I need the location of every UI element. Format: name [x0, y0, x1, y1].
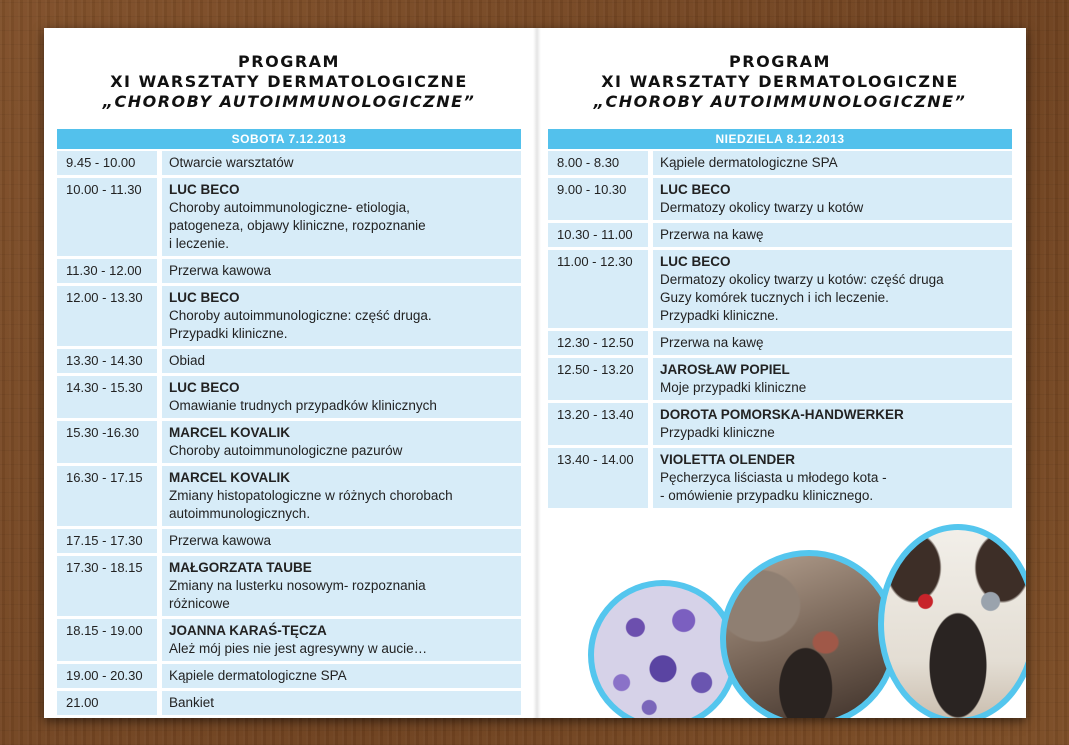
row-content — [653, 403, 1012, 445]
speaker-name: JAROSŁAW POPIEL — [660, 362, 790, 377]
row-content — [162, 619, 521, 661]
row-content — [653, 358, 1012, 400]
schedule-row — [548, 223, 1012, 247]
row-content — [162, 466, 521, 526]
dog-nose-lesion-photo — [878, 524, 1026, 718]
schedule-row — [548, 448, 1012, 508]
right-page — [548, 52, 1012, 508]
speaker-name: MAŁGORZATA TAUBE — [169, 560, 312, 575]
heading-line-1: PROGRAM — [238, 52, 340, 71]
day-header-saturday: SOBOTA 7.12.2013 — [57, 129, 521, 149]
row-time: 11.00 - 12.30 — [548, 250, 648, 328]
session-description: Choroby autoimmunologiczne: część druga. Przypadki kliniczne. — [169, 308, 432, 341]
schedule-row — [57, 619, 521, 661]
row-time: 14.30 - 15.30 — [57, 376, 157, 418]
row-content — [162, 151, 521, 175]
schedule-row — [57, 178, 521, 256]
speaker-name: JOANNA KARAŚ-TĘCZA — [169, 623, 327, 638]
speaker-name: MARCEL KOVALIK — [169, 425, 290, 440]
row-content — [162, 349, 521, 373]
schedule-row — [548, 403, 1012, 445]
session-description: Pęcherzyca liściasta u młodego kota - - omówienie przypadku klinicznego. — [660, 470, 887, 503]
row-content — [653, 223, 1012, 247]
row-time: 8.00 - 8.30 — [548, 151, 648, 175]
speaker-name: LUC BECO — [169, 290, 240, 305]
row-time: 16.30 - 17.15 — [57, 466, 157, 526]
heading-line-2: XI WARSZTATY DERMATOLOGICZNE — [601, 72, 959, 91]
heading-line-1: PROGRAM — [729, 52, 831, 71]
session-description: Zmiany histopatologiczne w różnych chorobach autoimmunologicznych. — [169, 488, 453, 521]
program-heading — [548, 52, 1012, 112]
row-time: 17.30 - 18.15 — [57, 556, 157, 616]
row-time: 12.00 - 13.30 — [57, 286, 157, 346]
dog-face-lesion-photo — [720, 550, 898, 718]
schedule-row — [57, 349, 521, 373]
speaker-name: LUC BECO — [660, 254, 731, 269]
session-description: Przerwa kawowa — [169, 533, 272, 548]
row-content — [653, 178, 1012, 220]
schedule-row — [57, 259, 521, 283]
speaker-name: LUC BECO — [660, 182, 731, 197]
session-description: Zmiany na lusterku nosowym- rozpoznania różnicowe — [169, 578, 426, 611]
row-time: 10.00 - 11.30 — [57, 178, 157, 256]
row-content — [653, 448, 1012, 508]
session-description: Kąpiele dermatologiczne SPA — [660, 155, 838, 170]
session-description: Obiad — [169, 353, 206, 368]
schedule-row — [548, 151, 1012, 175]
row-time: 21.00 — [57, 691, 157, 715]
left-page — [57, 52, 521, 715]
schedule-row — [548, 331, 1012, 355]
session-description: Dermatozy okolicy twarzy u kotów — [660, 200, 864, 215]
row-content — [162, 286, 521, 346]
row-content — [162, 178, 521, 256]
cytology-microscope-photo — [588, 580, 738, 718]
day-header-sunday: NIEDZIELA 8.12.2013 — [548, 129, 1012, 149]
session-description: Dermatozy okolicy twarzy u kotów: część druga Guzy komórek tucznych i ich leczenie. Przypadki kliniczne. — [660, 272, 944, 323]
photo-collage — [560, 510, 1026, 718]
row-time: 10.30 - 11.00 — [548, 223, 648, 247]
program-heading — [57, 52, 521, 112]
page-fold — [533, 28, 541, 718]
session-description: Choroby autoimmunologiczne- etiologia, patogeneza, objawy kliniczne, rozpoznanie i leczenie. — [169, 200, 426, 251]
row-content — [162, 556, 521, 616]
schedule-row — [548, 178, 1012, 220]
schedule-sunday — [548, 151, 1012, 508]
row-content — [162, 691, 521, 715]
schedule-row — [548, 250, 1012, 328]
schedule-row — [57, 664, 521, 688]
heading-line-3: „CHOROBY AUTOIMMUNOLOGICZNE” — [593, 92, 967, 111]
session-description: Omawianie trudnych przypadków klinicznych — [169, 398, 437, 413]
row-time: 17.15 - 17.30 — [57, 529, 157, 553]
schedule-row — [57, 529, 521, 553]
row-time: 13.40 - 14.00 — [548, 448, 648, 508]
session-description: Bankiet — [169, 695, 215, 710]
schedule-row — [57, 466, 521, 526]
session-description: Ależ mój pies nie jest agresywny w aucie… — [169, 641, 428, 656]
session-description: Przerwa na kawę — [660, 227, 764, 242]
schedule-row — [57, 691, 521, 715]
schedule-row — [57, 376, 521, 418]
session-description: Otwarcie warsztatów — [169, 155, 294, 170]
schedule-row — [57, 151, 521, 175]
session-description: Kąpiele dermatologiczne SPA — [169, 668, 347, 683]
speaker-name: DOROTA POMORSKA-HANDWERKER — [660, 407, 904, 422]
session-description: Choroby autoimmunologiczne pazurów — [169, 443, 403, 458]
row-time: 11.30 - 12.00 — [57, 259, 157, 283]
heading-line-2: XI WARSZTATY DERMATOLOGICZNE — [110, 72, 468, 91]
session-description: Przypadki kliniczne — [660, 425, 775, 440]
row-time: 12.30 - 12.50 — [548, 331, 648, 355]
speaker-name: MARCEL KOVALIK — [169, 470, 290, 485]
row-time: 9.45 - 10.00 — [57, 151, 157, 175]
row-content — [653, 331, 1012, 355]
session-description: Przerwa kawowa — [169, 263, 272, 278]
session-description: Przerwa na kawę — [660, 335, 764, 350]
session-description: Moje przypadki kliniczne — [660, 380, 807, 395]
row-time: 15.30 -16.30 — [57, 421, 157, 463]
row-content — [162, 259, 521, 283]
row-content — [162, 421, 521, 463]
row-time: 12.50 - 13.20 — [548, 358, 648, 400]
row-content — [653, 151, 1012, 175]
schedule-row — [57, 421, 521, 463]
speaker-name: LUC BECO — [169, 380, 240, 395]
row-time: 18.15 - 19.00 — [57, 619, 157, 661]
row-content — [162, 529, 521, 553]
row-time: 13.30 - 14.30 — [57, 349, 157, 373]
row-content — [162, 376, 521, 418]
row-time: 13.20 - 13.40 — [548, 403, 648, 445]
schedule-row — [57, 556, 521, 616]
row-time: 19.00 - 20.30 — [57, 664, 157, 688]
heading-line-3: „CHOROBY AUTOIMMUNOLOGICZNE” — [102, 92, 476, 111]
row-content — [162, 664, 521, 688]
speaker-name: LUC BECO — [169, 182, 240, 197]
schedule-row — [57, 286, 521, 346]
row-time: 9.00 - 10.30 — [548, 178, 648, 220]
schedule-saturday — [57, 151, 521, 715]
speaker-name: VIOLETTA OLENDER — [660, 452, 795, 467]
schedule-row — [548, 358, 1012, 400]
row-content — [653, 250, 1012, 328]
